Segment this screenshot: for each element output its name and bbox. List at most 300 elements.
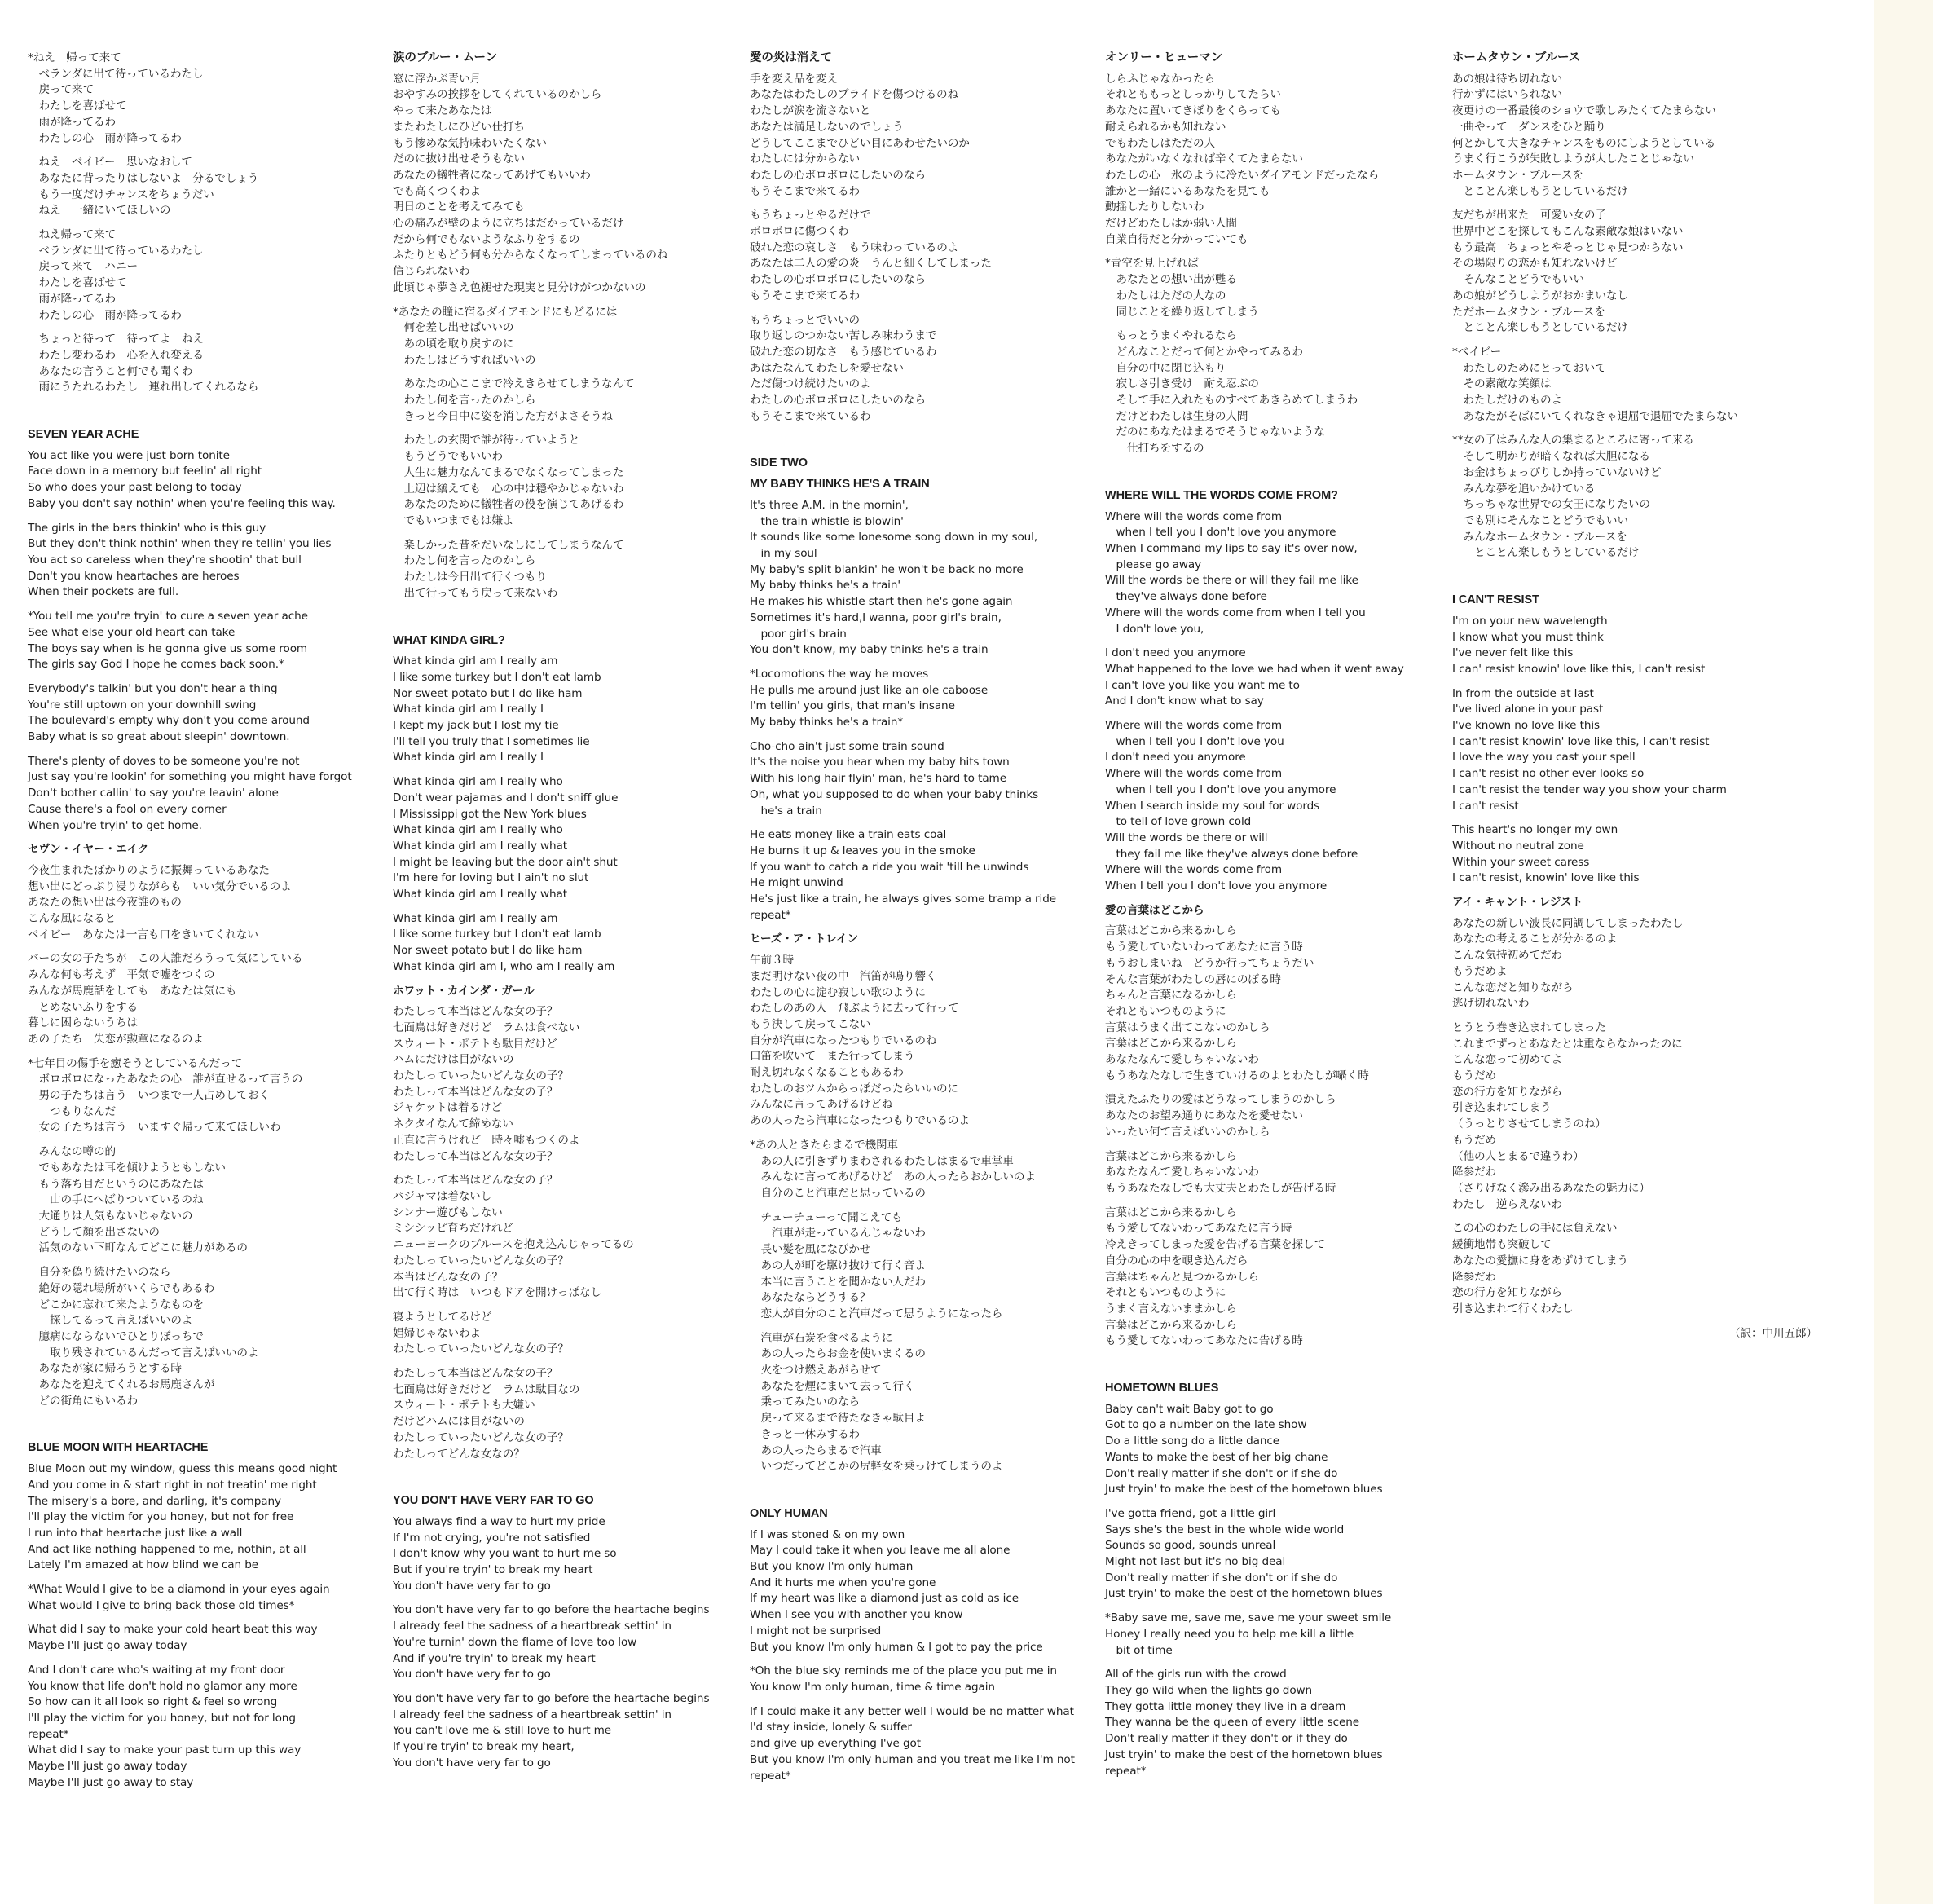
lyric-line: スウィート・ポテトも大嫌い xyxy=(393,1399,535,1413)
lyric-line: he's a train xyxy=(750,804,822,818)
lyric-line: わたし変わるわ 心を入れ変える xyxy=(28,348,204,362)
verse xyxy=(1105,1402,1470,1498)
lyric-line: とことん楽しもうとしているだけ xyxy=(1452,546,1640,560)
lyric-line: 雨にうたれるわたし 連れ出してくれるなら xyxy=(28,381,259,394)
lyric-line: いったい何て言えばいいのかしら xyxy=(1105,1125,1270,1139)
song-section xyxy=(1105,1381,1470,1779)
lyric-line: あなたの愛撫に身をあずけてしまう xyxy=(1452,1254,1628,1267)
lyric-line: I'd stay inside, lonely & suffer xyxy=(750,1721,912,1734)
paper-edge xyxy=(1874,0,1933,1904)
lyric-line: If my heart was like a diamond just as cold as ice xyxy=(750,1592,1019,1606)
lyric-line: もうちょっとでいいの xyxy=(750,313,860,327)
song-title: WHAT KINDA GIRL? xyxy=(393,633,505,647)
lyric-line: Don't you know heartaches are heroes xyxy=(28,569,240,583)
verse xyxy=(28,754,393,835)
lyric-line: 言葉はどこから来るかしら xyxy=(1105,1205,1237,1219)
lyric-line: ベランダに出て待っているわたし xyxy=(28,67,204,81)
lyric-line: 七面鳥は好きだけど ラムは食べない xyxy=(393,1020,580,1034)
lyric-line: あなたに背ったりはしないよ 分るでしょう xyxy=(28,171,259,185)
verse xyxy=(393,1691,758,1772)
lyric-line: 恋の行方を知りながら xyxy=(1452,1286,1562,1300)
lyric-line: わたしの心に淀む寂しい歌のように xyxy=(750,985,926,999)
lyric-line: そして明かりが暗くなれば大胆になる xyxy=(1452,450,1650,464)
lyric-line: ニューヨークのブルースを抱え込んじゃってるの xyxy=(393,1238,634,1252)
lyric-line: You're turnin' down the flame of love too low xyxy=(393,1635,637,1649)
lyric-line: 逃げ切れないわ xyxy=(1452,997,1530,1011)
lyric-line: Where will the words come from xyxy=(1105,863,1282,877)
lyric-line: repeat* xyxy=(28,1727,69,1741)
translator-credit: （訳：中川五郎） xyxy=(1729,1326,1817,1340)
lyric-line: Face down in a memory but feelin' all right xyxy=(28,465,262,478)
lyric-line: どうして顔を出さないの xyxy=(28,1225,160,1239)
lyric-line: 戻って来て ハニー xyxy=(28,260,138,274)
lyric-line: わたしっていったいどんな女の子？ xyxy=(393,1342,569,1356)
lyric-line: 自分の中に閉じ込もり xyxy=(1105,361,1226,375)
lyric-line: I'll tell you truly that I sometimes lie xyxy=(393,734,590,748)
lyric-line: And it hurts me when you're gone xyxy=(750,1576,936,1589)
lyric-line: Where will the words come from xyxy=(1105,767,1282,781)
verse xyxy=(28,863,393,944)
song-section xyxy=(750,456,1115,1474)
lyric-line: わたし何を言ったのかしら xyxy=(393,554,536,568)
lyric-line: They gotta little money they live in a dream xyxy=(1105,1699,1346,1713)
lyric-line: This heart's no longer my own xyxy=(1452,823,1618,837)
lyric-line: If I'm not crying, you're not satisfied xyxy=(393,1531,591,1545)
lyric-line: I can't resist no other ever looks so xyxy=(1452,767,1645,781)
verse xyxy=(393,433,758,529)
lyric-line: *What Would I give to be a diamond in your eyes again xyxy=(28,1583,330,1597)
lyric-line: Just say you're lookin' for something you might have forgot xyxy=(28,770,352,784)
lyric-line: 出て行ってもう戻って来ないわ xyxy=(393,586,558,600)
lyric-line: There's plenty of doves to be someone you're not xyxy=(28,754,300,768)
lyric-line: When I tell you I don't love you anymore xyxy=(1105,879,1328,893)
lyric-line: Nor sweet potato but I do like ham xyxy=(393,686,583,700)
verse xyxy=(393,774,758,903)
song-title: HOMETOWN BLUES xyxy=(1105,1382,1219,1395)
lyric-line: ねえ帰って来て xyxy=(28,228,116,242)
lyric-line: あなたとの想い出が甦る xyxy=(1105,273,1237,287)
lyric-line: つもりなんだ xyxy=(28,1104,116,1118)
lyric-line: ハムにだけは目がないの xyxy=(393,1053,514,1067)
lyric-line: Will the words be there or will they fail me like xyxy=(1105,574,1358,588)
verse xyxy=(28,681,393,746)
lyric-line: この心のわたしの手には負えない xyxy=(1452,1222,1618,1236)
lyric-line: おやすみの挨拶をしてくれているのかしら xyxy=(393,88,602,102)
lyric-line: どうしてここまでひどい目にあわせたいのか xyxy=(750,136,970,150)
lyric-line: これまでずっとあなたとは重ならなかったのに xyxy=(1452,1037,1683,1051)
lyric-line: My baby thinks he's a train* xyxy=(750,716,904,729)
lyric-line: そんなことどうでもいい xyxy=(1452,273,1584,287)
lyric-line: 一曲やって ダンスをひと踊り xyxy=(1452,120,1606,134)
lyric-line: I Mississippi got the New York blues xyxy=(393,807,587,821)
lyric-line: 手を変え品を変え xyxy=(750,72,838,86)
song-title: MY BABY THINKS HE'S A TRAIN xyxy=(750,478,930,491)
lyric-line: If I could make it any better well I would be no matter what xyxy=(750,1704,1074,1718)
lyric-line: 汽車が石炭を食べるように xyxy=(750,1331,893,1345)
verse xyxy=(28,155,393,219)
lyric-line: I've known no love like this xyxy=(1452,719,1601,733)
column-2 xyxy=(393,51,758,1803)
song-title: 愛の炎は消えて xyxy=(750,51,832,64)
lyric-line: I know what you must think xyxy=(1452,630,1604,644)
verse xyxy=(750,739,1115,820)
lyric-line: 破れた恋の哀しさ もう味わっているのよ xyxy=(750,240,959,254)
lyric-line: Without no neutral zone xyxy=(1452,839,1584,853)
lyric-line: I've never felt like this xyxy=(1452,646,1574,660)
lyric-line: Don't bother callin' to say you're leavin' alone xyxy=(28,787,279,800)
lyric-line: What kinda girl am I really I xyxy=(393,703,544,716)
lyric-line: You don't have very far to go xyxy=(393,1579,551,1593)
lyric-line: もっとうまくやれるなら xyxy=(1105,329,1237,343)
lyric-line: Blue Moon out my window, guess this means good night xyxy=(28,1462,337,1476)
lyric-line: 楽しかった昔をだいなしにしてしまうなんて xyxy=(393,538,624,552)
lyric-line: The girls in the bars thinkin' who is this guy xyxy=(28,521,266,535)
lyric-line: まだ明けない夜の中 汽笛が鳴り響く xyxy=(750,969,937,983)
verse xyxy=(1105,718,1470,895)
lyric-line: Nor sweet potato but I do like ham xyxy=(393,944,583,958)
lyric-line: あはたなんてわたしを愛せない xyxy=(750,361,904,375)
lyric-line: I've lived alone in your past xyxy=(1452,703,1604,716)
lyric-line: 取り返しのつかない苦しみ味わうまで xyxy=(750,329,937,343)
lyric-line: あの人ったらまるで汽車 xyxy=(750,1443,882,1457)
lyric-line: だから何でもないようなふりをするの xyxy=(393,232,580,246)
lyric-line: I'm tellin' you girls, that man's insane xyxy=(750,699,955,713)
verse xyxy=(28,332,393,396)
lyric-line: I kept my jack but I lost my tie xyxy=(393,719,559,733)
lyric-line: 自分の心の中を覗き込んだら xyxy=(1105,1254,1248,1267)
lyric-line: If I was stoned & on my own xyxy=(750,1527,905,1541)
lyric-line: あなたがいなくなれば辛くてたまらない xyxy=(1105,152,1303,166)
verse xyxy=(750,953,1115,1130)
lyric-line: あなたの想い出は今夜誰のもの xyxy=(28,896,182,910)
lyric-line: Sometimes it's hard,I wanna, poor girl's brain, xyxy=(750,610,1002,624)
lyric-line: そして手に入れたものすべてあきらめてしまうわ xyxy=(1105,394,1358,408)
lyric-line: あなたがそばにいてくれなきゃ退屈で退屈でたまらない xyxy=(1452,409,1738,423)
lyric-line: 友だちが出来た 可愛い女の子 xyxy=(1452,209,1606,223)
lyric-line: もうそこまで来てるわ xyxy=(750,289,860,302)
lyric-line: they've always done before xyxy=(1105,590,1267,604)
verse xyxy=(393,654,758,766)
verse xyxy=(393,1514,758,1595)
lyric-line: あなたなんて愛しちゃいないわ xyxy=(1105,1166,1259,1179)
verse xyxy=(28,951,393,1047)
verse xyxy=(1452,345,1817,425)
lyric-line: He's just like a train, he always gives some tramp a ride xyxy=(750,892,1057,906)
verse xyxy=(1452,1020,1817,1213)
lyric-line: あなたを煙にまいて去って行く xyxy=(750,1379,915,1393)
lyric-line: He pulls me around just like an ole caboose xyxy=(750,683,989,697)
lyric-line: あなたに置いてきぼりをくらっても xyxy=(1105,104,1281,118)
lyric-line: あなたは満足しないのでしょう xyxy=(750,120,904,134)
lyric-line: You act so careless when they're shootin' that bull xyxy=(28,553,302,566)
lyric-line: あなたが家に帰ろうとする時 xyxy=(28,1362,182,1376)
lyric-line: それともいつものように xyxy=(1105,1286,1226,1300)
song-section xyxy=(750,1506,1115,1784)
verse xyxy=(28,1461,393,1574)
lyric-line: その場限りの恋かも知れないけど xyxy=(1452,257,1618,271)
lyric-line: I'll play the victim for you honey, but not for free xyxy=(28,1510,294,1524)
lyric-line: 言葉はどこから来るかしら xyxy=(1105,924,1237,938)
lyric-line: Just tryin' to make the best of the hometown blues xyxy=(1105,1483,1383,1496)
verse xyxy=(28,448,393,513)
lyric-line: 言葉はどこから来るかしら xyxy=(1105,1037,1237,1051)
lyric-line: こんな気持初めてだわ xyxy=(1452,949,1562,963)
lyric-line: 心の痛みが壁のように立ちはだかっているだけ xyxy=(393,217,624,231)
lyric-line: 絶好の隠れ場所がいくらでもあるわ xyxy=(28,1281,215,1295)
lyric-line: わたし何を言ったのかしら xyxy=(393,394,536,408)
lyric-line: こんな風になると xyxy=(28,912,116,926)
song-section xyxy=(1452,593,1817,1342)
lyric-line: わたしはどうすればいいの xyxy=(393,353,536,367)
lyric-line: ボロボロになったあなたの心 誰が直せるって言うの xyxy=(28,1073,303,1086)
lyric-line: bit of time xyxy=(1105,1643,1173,1657)
lyric-line: バーの女の子たちが この人誰だろうって気にしている xyxy=(28,952,303,966)
translation-title: セヴン・イヤー・エイク xyxy=(28,843,149,857)
lyric-line: in my soul xyxy=(750,546,817,560)
lyric-line: みんなが馬鹿話をしても あなたは気にも xyxy=(28,984,237,998)
lyric-line: You don't have very far to go xyxy=(393,1668,551,1681)
song-title: SIDE TWO xyxy=(750,456,808,470)
lyric-line: Cho-cho ain't just some train sound xyxy=(750,739,944,753)
lyric-line: repeat* xyxy=(750,1769,791,1783)
lyric-line: I don't need you anymore xyxy=(1105,751,1246,765)
lyric-line: そんな言葉がわたしの唇にのぼる時 xyxy=(1105,972,1281,986)
lyric-line: みんなホームタウン・ブルースを xyxy=(1452,530,1627,544)
lyric-line: What kinda girl am I really who xyxy=(393,823,563,837)
lyric-line: 雨が降ってるわ xyxy=(28,115,116,129)
song-title: BLUE MOON WITH HEARTACHE xyxy=(28,1441,209,1455)
verse xyxy=(750,313,1115,425)
lyric-line: わたしの心ボロボロにしたいのなら xyxy=(750,394,926,408)
lyric-line: 戻って来て xyxy=(28,83,94,97)
lyric-line: My baby thinks he's a train' xyxy=(750,579,901,593)
lyric-line: 降参だわ xyxy=(1452,1270,1496,1284)
lyric-line: Where will the words come from xyxy=(1105,719,1282,733)
verse xyxy=(1105,1205,1470,1350)
lyric-line: 寂しさ引き受け 耐え忍ぶの xyxy=(1105,377,1259,391)
lyric-line: だのに抜け出せそうもない xyxy=(393,152,525,166)
lyric-line: わたしが涙を流さないと xyxy=(750,104,871,118)
lyric-line: わたしはただの人なの xyxy=(1105,289,1226,302)
song-section xyxy=(393,51,758,602)
lyric-line: 耐えられるかも知れない xyxy=(1105,120,1226,134)
lyric-line: 女の子たちは言う いますぐ帰って来てほしいわ xyxy=(28,1121,281,1135)
lyric-line: でもいつまでもは嫌よ xyxy=(393,513,514,527)
lyric-line: もう落ち目だというのにあなたは xyxy=(28,1177,204,1191)
verse xyxy=(1105,1092,1470,1140)
lyric-line: ホームタウン・ブルースを xyxy=(1452,168,1583,182)
lyric-line: You can't love me & still love to hurt me xyxy=(393,1724,612,1738)
verse xyxy=(1105,509,1470,638)
lyric-line: I love the way you cast your spell xyxy=(1452,751,1636,765)
lyric-line: 出て行く時は いつもドアを開けっぱなし xyxy=(393,1286,601,1300)
lyric-line: 本当に言うことを聞かない人だわ xyxy=(750,1275,926,1289)
lyric-line: Do a little song do a little dance xyxy=(1105,1435,1280,1448)
lyric-line: When I command my lips to say it's over now, xyxy=(1105,541,1358,555)
lyric-line: わたしのあの人 飛ぶように去って行って xyxy=(750,1002,959,1016)
lyric-line: もう惨めな気持味わいたくない xyxy=(393,136,547,150)
verse xyxy=(393,911,758,976)
lyric-line: みんな何も考えず 平気で嘘をつくの xyxy=(28,968,215,982)
lyric-line: 何を差し出せばいいの xyxy=(393,321,514,335)
lyric-line: 上辺は繕えても 心の中は穏やかじゃないわ xyxy=(393,482,624,496)
lyric-line: ねえ 一緒にいてほしいの xyxy=(28,204,171,218)
lyric-line: 何とかして大きなチャンスをものにしようとしている xyxy=(1452,136,1716,150)
lyric-line: でも別にそんなことどうでもいい xyxy=(1452,513,1628,527)
lyric-line: 長い髪を風になびかせ xyxy=(750,1243,871,1257)
lyric-line: もう決して戻ってこない xyxy=(750,1017,871,1031)
lyric-line: もう一度だけチャンスをちょうだい xyxy=(28,187,214,201)
lyric-line: Just tryin' to make the best of the hometown blues xyxy=(1105,1748,1383,1761)
lyric-line: I can't resist knowin' love like this, I can't resist xyxy=(1452,734,1710,748)
lyric-line: And I don't know what to say xyxy=(1105,694,1264,708)
lyric-line: The boys say when is he gonna give us some room xyxy=(28,641,308,655)
lyric-line: Will the words be there or will xyxy=(1105,831,1268,844)
lyric-line: 言葉はどこから来るかしら xyxy=(1105,1318,1237,1332)
lyric-line: He makes his whistle start then he's gone again xyxy=(750,595,1013,609)
verse xyxy=(1452,916,1817,1012)
lyric-line: Maybe I'll just go away to stay xyxy=(28,1775,194,1789)
lyric-line: But if you're tryin' to break my heart xyxy=(393,1563,593,1577)
lyric-line: またわたしにひどい仕打ち xyxy=(393,120,525,134)
song-title: 涙のブルー・ムーン xyxy=(393,51,498,64)
lyric-line: I can't resist the tender way you show your charm xyxy=(1452,782,1727,796)
lyric-line: わたしって本当はどんな女の子？ xyxy=(393,1149,558,1163)
lyric-line: *あの人ときたらまるで機関車 xyxy=(750,1138,898,1152)
lyric-line: You don't have very far to go before the heartache begins xyxy=(393,1691,710,1705)
lyric-line: 言葉はどこから来るかしら xyxy=(1105,1149,1237,1163)
lyric-line: You don't know, my baby thinks he's a train xyxy=(750,643,989,657)
song-section xyxy=(393,633,758,1463)
lyric-line: Might not last but it's no big deal xyxy=(1105,1555,1286,1569)
lyric-line: チューチューって聞こえても xyxy=(750,1210,903,1224)
verse xyxy=(393,1173,758,1302)
lyric-line: Baby what is so great about sleepin' downtown. xyxy=(28,730,290,744)
lyric-line: Oh, what you supposed to do when your baby thinks xyxy=(750,787,1039,801)
lyric-line: The boulevard's empty why don't you come around xyxy=(28,714,310,728)
lyric-line: **女の子はみんな人の集まるところに寄って来る xyxy=(1452,434,1694,447)
lyric-line: お金はちょっぴりしか持っていないけど xyxy=(1452,465,1662,479)
song-section xyxy=(1452,51,1817,562)
lyric-line: ネクタイなんて締めない xyxy=(393,1117,513,1131)
lyric-line: I like some turkey but I don't eat lamb xyxy=(393,670,601,684)
lyric-line: Just tryin' to make the best of the hometown blues xyxy=(1105,1587,1383,1601)
lyric-line: とことん楽しもうとしているだけ xyxy=(1452,321,1628,335)
lyric-line: Don't wear pajamas and I don't sniff glue xyxy=(393,791,619,804)
lyric-line: He might unwind xyxy=(750,876,843,890)
lyric-line: please go away xyxy=(1105,558,1202,571)
lyric-line: When their pockets are full. xyxy=(28,585,179,599)
verse xyxy=(393,72,758,297)
lyric-line: もう愛してないわってあなたに言う時 xyxy=(1105,1222,1292,1236)
lyric-line: when I tell you I don't love you xyxy=(1105,734,1284,748)
lyric-line: 言葉はうまく出てこないのかしら xyxy=(1105,1020,1270,1034)
verse xyxy=(28,1265,393,1409)
lyric-line: What kinda girl am I really am xyxy=(393,911,558,925)
lyric-line: 人生に魅力なんてまるでなくなってしまった xyxy=(393,465,624,479)
lyric-line: Lately I'm amazed at how blind we can be xyxy=(28,1558,259,1572)
verse xyxy=(750,208,1115,304)
lyric-line: きっと一休みするわ xyxy=(750,1427,860,1441)
lyric-line: It sounds like some lonesome song down in my soul, xyxy=(750,531,1038,544)
lyric-line: I run into that heartache just like a wall xyxy=(28,1526,243,1540)
verse xyxy=(1105,1506,1470,1602)
lyric-line: （他の人とまるで違うわ） xyxy=(1452,1149,1584,1163)
lyric-line: 探してるって言えばいいのよ xyxy=(28,1314,193,1328)
lyric-line: I can't resist xyxy=(1452,799,1519,813)
lyric-line: He eats money like a train eats coal xyxy=(750,828,947,842)
verse xyxy=(393,538,758,602)
lyric-line: もうおしまいね どうか行ってちょうだい xyxy=(1105,956,1314,970)
lyric-line: ちっちゃな世界での女王になりたいの xyxy=(1452,498,1650,512)
lyric-line: 臆病にならないでひとりぼっちで xyxy=(28,1329,204,1343)
song-title: ONLY HUMAN xyxy=(750,1506,828,1520)
lyric-line: What happened to the love we had when it went away xyxy=(1105,662,1404,676)
lyric-line: その素敵な笑顔は xyxy=(1452,377,1552,391)
lyric-line: When I see you with another you know xyxy=(750,1608,963,1622)
lyric-line: 夜更けの一番最後のショウで歌しみたくてたまらない xyxy=(1452,104,1716,118)
lyric-line: あなたのお望み通りにあなたを愛せない xyxy=(1105,1109,1303,1123)
lyric-line: Within your sweet caress xyxy=(1452,855,1590,869)
lyric-line: I like some turkey but I don't eat lamb xyxy=(393,928,601,941)
lyric-line: あの娘は待ち切れない xyxy=(1452,72,1562,86)
lyric-line: あなたの心ここまで冷えきらせてしまうなんて xyxy=(393,377,635,391)
verse xyxy=(750,1138,1115,1202)
lyric-line: It's three A.M. in the mornin', xyxy=(750,498,909,512)
lyric-line: ベイビー あなたは一言も口をきいてくれない xyxy=(28,928,258,941)
lyric-line: *七年目の傷手を癒そうとしているんだって xyxy=(28,1056,243,1070)
verse xyxy=(393,1602,758,1683)
lyric-line: It's the noise you hear when my baby hits town xyxy=(750,756,1010,769)
lyric-line: しらふじゃなかったら xyxy=(1105,72,1215,86)
lyric-line: わたしっていったいどんな女の子？ xyxy=(393,1069,569,1083)
lyric-line: May I could take it when you leave me all alone xyxy=(750,1544,1011,1558)
lyric-line: I can' resist knowin' love like this, I can't resist xyxy=(1452,662,1706,676)
verse xyxy=(28,51,393,147)
verse xyxy=(28,1056,393,1137)
lyric-line: I'll play the victim for you honey, but not for long xyxy=(28,1711,296,1725)
lyric-line: Says she's the best in the whole wide world xyxy=(1105,1523,1345,1536)
lyric-line: わたしの心 氷のように冷たいダイアモンドだったなら xyxy=(1105,168,1380,182)
lyric-line: あなたの考えることが分かるのよ xyxy=(1452,932,1618,946)
lyric-line: 山の手にへばりついているのね xyxy=(28,1193,204,1207)
lyric-line: I've gotta friend, got a little girl xyxy=(1105,1506,1276,1520)
lyric-line: あの人ったらお金を使いまくるの xyxy=(750,1347,926,1361)
lyric-line: わたしって本当はどんな女の子？ xyxy=(393,1174,558,1188)
lyric-line: You act like you were just born tonite xyxy=(28,448,230,462)
lyric-line: Everybody's talkin' but you don't hear a thing xyxy=(28,681,278,695)
lyric-line: Don't really matter if she don't or if she do xyxy=(1105,1571,1338,1584)
lyric-line: こんな恋だと知りながら xyxy=(1452,981,1574,994)
lyric-line: あなたならどうする？ xyxy=(750,1291,871,1305)
lyric-line: I can't resist, knowin' love like this xyxy=(1452,871,1640,885)
lyric-line: What would I give to bring back those old times* xyxy=(28,1598,295,1612)
verse xyxy=(393,1004,758,1165)
lyric-line: わたしのおツムからっぽだったらいいのに xyxy=(750,1082,958,1095)
lyric-line: うまく言えないままかしら xyxy=(1105,1302,1237,1316)
lyric-line: So who does your past belong to today xyxy=(28,481,242,495)
lyric-line: 大通りは人気もないじゃないの xyxy=(28,1210,193,1223)
lyric-line: わたしのためにとっておいて xyxy=(1452,361,1606,375)
lyric-line: Wants to make the best of her big chane xyxy=(1105,1450,1328,1464)
column-4 xyxy=(1105,51,1470,1810)
lyric-line: みんなに言ってあげるけど あの人ったらおかしいのよ xyxy=(750,1170,1036,1184)
verse xyxy=(750,667,1115,731)
verse xyxy=(1105,646,1470,710)
lyric-line: 破れた恋の切なさ もう感じているわ xyxy=(750,345,937,359)
lyric-line: repeat* xyxy=(750,908,791,922)
lyric-line: でもあなたは耳を傾けようともしない xyxy=(28,1161,226,1175)
